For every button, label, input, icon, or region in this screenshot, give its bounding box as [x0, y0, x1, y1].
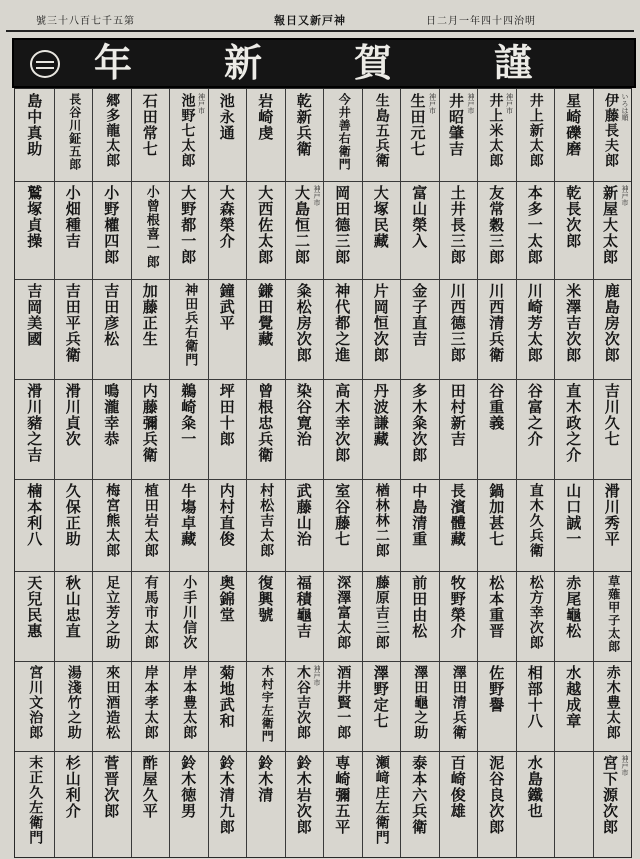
greeting-entry [169, 181, 208, 279]
entry-name: 大島恒二郎 [293, 185, 311, 265]
greeting-entry [208, 279, 247, 379]
greeting-entry [439, 751, 478, 857]
greeting-entry [285, 479, 324, 571]
greeting-entry [15, 571, 54, 661]
greeting-entry [516, 479, 555, 571]
greeting-entry [477, 661, 516, 751]
entry-name: 内村直俊 [217, 483, 236, 547]
greeting-entry [54, 571, 93, 661]
greeting-entry [554, 279, 593, 379]
entry-name: 石田常七 [140, 93, 159, 157]
entry-name: 鵜崎粂一 [179, 383, 198, 447]
greeting-entry [169, 479, 208, 571]
greeting-entry [15, 89, 54, 181]
entry-name: 宮川文治郎 [27, 665, 44, 740]
entry-address: 神戸市 [313, 665, 321, 686]
entry-name: 粂松房次郎 [294, 283, 313, 363]
greeting-entry [477, 571, 516, 661]
entry-name: 赤木豊太郎 [604, 665, 621, 740]
greeting-entry [131, 89, 170, 181]
greeting-entry [54, 661, 93, 751]
greeting-entry [477, 279, 516, 379]
greetings-grid [14, 88, 632, 858]
entry-name: 金子直吉 [410, 283, 429, 347]
entry-name: 相部十八 [525, 665, 544, 729]
greeting-entry [54, 279, 93, 379]
entry-name: 島中真助 [25, 93, 44, 157]
banner-char: 新 [224, 40, 263, 85]
entry-name: 土井長三郎 [448, 185, 467, 265]
greeting-entry [439, 89, 478, 181]
greeting-entry [208, 751, 247, 857]
entry-name: 赤尾龜松 [564, 575, 583, 639]
greeting-entry [15, 751, 54, 857]
greeting-entry [554, 661, 593, 751]
entry-name: 鎌田覺藏 [256, 283, 275, 347]
entry-name: 山口誠一 [564, 483, 583, 547]
entry-name: 松方幸次郎 [527, 575, 544, 650]
entry-name: 乾長次郎 [564, 185, 583, 249]
entry-name: 直木政之介 [564, 383, 583, 463]
greeting-entry [131, 479, 170, 571]
greeting-entry [54, 479, 93, 571]
entry-name: 菊地武和 [217, 665, 236, 729]
entry-name: 菅晋次郎 [102, 755, 121, 819]
greeting-entry [477, 751, 516, 857]
entry-name: 村松吉太郎 [258, 483, 275, 558]
greeting-entry [362, 181, 401, 279]
entry-name: 鳴瀧幸恭 [102, 383, 121, 447]
greeting-entry [439, 181, 478, 279]
greeting-entry [92, 479, 131, 571]
greeting-entry [362, 89, 401, 181]
entry-name: 内藤彌兵衛 [140, 383, 159, 463]
entry-name: 中島清重 [410, 483, 429, 547]
greeting-entry [92, 751, 131, 857]
greeting-entry [400, 279, 439, 379]
greeting-entry [477, 379, 516, 479]
entry-name: 松本重晋 [487, 575, 506, 639]
greeting-entry [246, 379, 285, 479]
greeting-entry [246, 479, 285, 571]
greeting-entry [131, 661, 170, 751]
entry-name: 吉川久七 [602, 383, 621, 447]
entry-name: 専崎彌五平 [333, 755, 352, 835]
greeting-entry [246, 279, 285, 379]
entry-name: 新屋大太郎 [601, 185, 619, 265]
entry-name: 來田酒造松 [104, 665, 121, 740]
entry-name: 今井善右衛門 [337, 93, 352, 171]
greeting-entry [131, 571, 170, 661]
greeting-entry [323, 379, 362, 479]
entry-name: 福積龜吉 [294, 575, 313, 639]
greeting-entry [554, 479, 593, 571]
entry-address: 神戸市 [313, 185, 321, 206]
banner-char: 謹 [494, 40, 533, 85]
greeting-entry [362, 479, 401, 571]
entry-name: 富山榮入 [410, 185, 429, 249]
entry-name: 小畑種吉 [63, 185, 82, 249]
greeting-entry [92, 571, 131, 661]
entry-name: 生島五兵衛 [373, 93, 390, 168]
greeting-entry [554, 89, 593, 181]
issue-number: 號三十八百七千五第 [36, 16, 135, 27]
entry-name: 牧野榮介 [448, 575, 467, 639]
greeting-entry [593, 379, 632, 479]
entry-name: 滑川豬之吉 [25, 383, 44, 463]
entry-address: 神戸市 [467, 93, 475, 114]
entry-name: 星崎礫磨 [564, 93, 583, 157]
greeting-entry [15, 661, 54, 751]
entry-name: 澤田清兵衛 [450, 665, 467, 740]
entry-name: 酒井賢一郎 [335, 665, 352, 740]
entry-name: 岸本豊太郎 [181, 665, 198, 740]
greeting-entry [362, 571, 401, 661]
entry-name: 井上米太郎 [487, 93, 504, 168]
entry-name: 小野權四郎 [102, 185, 121, 265]
entry-name: 友常穀三郎 [487, 185, 506, 265]
entry-name: 澤田龜之助 [412, 665, 429, 740]
greeting-entry [593, 571, 632, 661]
entry-name: 米澤吉次郎 [564, 283, 583, 363]
entry-name: 乾新兵衛 [294, 93, 313, 157]
entry-name: 楠本利八 [25, 483, 44, 547]
greeting-entry [285, 751, 324, 857]
entry-name: 坪田十郎 [217, 383, 236, 447]
entry-name: 鈴木徳男 [179, 755, 198, 819]
greeting-entry [400, 89, 439, 181]
entry-name: 草薙甲子太郎 [606, 575, 621, 653]
greeting-entry [439, 279, 478, 379]
newspaper-title: 報日又新戸神 [274, 14, 346, 27]
greeting-entry [516, 379, 555, 479]
greeting-entry [131, 379, 170, 479]
entry-name: 鈴木清九郎 [217, 755, 236, 835]
greeting-entry [246, 751, 285, 857]
greeting-entry [593, 279, 632, 379]
entry-name: 泰本六兵衛 [410, 755, 429, 835]
entry-name: 小手川信次 [181, 575, 198, 650]
greeting-entry [323, 479, 362, 571]
entry-name: 生田元七 [408, 93, 427, 157]
entry-name: 室谷藤七 [333, 483, 352, 547]
greeting-entry [362, 379, 401, 479]
entry-name: 井昭肇吉 [447, 93, 465, 157]
greeting-entry [362, 751, 401, 857]
entry-name: 宮下源次郎 [601, 755, 619, 835]
greeting-entry [208, 181, 247, 279]
greeting-entry [169, 661, 208, 751]
greeting-entry [516, 279, 555, 379]
greeting-entry [593, 751, 632, 857]
entry-name: 有馬市太郎 [142, 575, 159, 650]
greeting-entry [323, 89, 362, 181]
entry-address: 神戸市 [428, 93, 437, 114]
greeting-entry [400, 571, 439, 661]
entry-name: 天兒民惠 [25, 575, 44, 639]
greeting-entry [92, 661, 131, 751]
greeting-entry [54, 89, 93, 181]
banner-char: 賀 [354, 40, 393, 85]
entry-name: 長谷川鉦五郎 [67, 93, 82, 171]
entry-name: 染谷寛治 [294, 383, 313, 447]
entry-name: 梅宮熊太郎 [104, 483, 121, 558]
entry-name: 吉田彦松 [102, 283, 121, 347]
greeting-entry [477, 479, 516, 571]
entry-name: 大塚民藏 [371, 185, 390, 249]
greeting-entry [554, 379, 593, 479]
greeting-entry [246, 89, 285, 181]
entry-address: 神戸市 [621, 185, 629, 206]
entry-name: 岸本孝太郎 [142, 665, 159, 740]
entry-name: 泥谷良次郎 [487, 755, 506, 835]
entry-name: 滑川貞次 [63, 383, 82, 447]
entry-name: 楢林林二郎 [373, 483, 390, 558]
greeting-entry [92, 379, 131, 479]
entry-name: 瀬﨑庄左衛門 [373, 755, 390, 845]
entry-name: 杉山利介 [63, 755, 82, 819]
entry-name: 復興號 [256, 575, 275, 623]
greeting-entry [516, 661, 555, 751]
entry-name: 本多一太郎 [525, 185, 544, 265]
entry-address: 神戸市 [621, 755, 629, 776]
greeting-entry [208, 661, 247, 751]
new-year-banner [12, 38, 636, 88]
entry-name: 武藤山治 [294, 483, 313, 547]
entry-name: 加藤正生 [140, 283, 159, 347]
greeting-entry [439, 571, 478, 661]
entry-name: 川崎芳太郎 [525, 283, 544, 363]
entry-name: 鷲塚貞操 [25, 185, 44, 249]
greeting-entry [516, 571, 555, 661]
entry-address: 神戸市 [505, 93, 514, 114]
entry-name: 大森榮介 [217, 185, 236, 249]
entry-name: 水島鐵也 [525, 755, 544, 819]
greeting-entry [92, 279, 131, 379]
greeting-entry [593, 181, 632, 279]
entry-name: 足立芳之助 [104, 575, 121, 650]
entry-name: 長濱體藏 [448, 483, 467, 547]
greeting-entry [285, 571, 324, 661]
entry-name: 岡田德三郎 [333, 185, 352, 265]
entry-name: 滑川秀平 [602, 483, 621, 547]
greeting-entry [92, 181, 131, 279]
entry-name: 谷重義 [487, 383, 506, 431]
greeting-entry [208, 89, 247, 181]
greeting-entry [554, 571, 593, 661]
greeting-entry [516, 89, 555, 181]
greeting-entry [15, 479, 54, 571]
entry-name: 神田兵右衛門 [182, 283, 198, 367]
greeting-entry [400, 661, 439, 751]
greeting-entry [477, 181, 516, 279]
greeting-entry [54, 379, 93, 479]
entry-name: 田村新吉 [448, 383, 467, 447]
entry-name: 谷富之介 [525, 383, 544, 447]
entry-name: 大西佐太郎 [256, 185, 275, 265]
greeting-entry [15, 279, 54, 379]
greeting-entry [131, 279, 170, 379]
masthead-strip [6, 8, 634, 32]
greeting-entry [169, 279, 208, 379]
greeting-entry [477, 89, 516, 181]
greeting-entry [323, 279, 362, 379]
entry-name: 川西德三郎 [448, 283, 467, 363]
greeting-entry [54, 181, 93, 279]
entry-name: 片岡恒次郎 [371, 283, 390, 363]
greeting-entry [323, 751, 362, 857]
greeting-entry [285, 379, 324, 479]
entry-name: 酢屋久平 [140, 755, 159, 819]
greeting-entry [362, 661, 401, 751]
entry-name: 前田由松 [410, 575, 429, 639]
greeting-entry [516, 751, 555, 857]
greeting-entry [131, 181, 170, 279]
greeting-entry [285, 279, 324, 379]
greeting-entry [54, 751, 93, 857]
greeting-entry [400, 479, 439, 571]
greeting-entry [169, 89, 208, 181]
greeting-entry [400, 379, 439, 479]
greeting-entry [323, 571, 362, 661]
entry-name: 秋山忠直 [63, 575, 82, 639]
entry-address: 神戸市 [197, 93, 206, 114]
entry-name: 曾根忠兵衛 [256, 383, 275, 463]
entry-name: 井上新太郎 [527, 93, 544, 168]
banner-char: 年 [94, 40, 133, 85]
greeting-entry [516, 181, 555, 279]
entry-name: 久保正助 [63, 483, 82, 547]
greeting-entry [323, 181, 362, 279]
greeting-entry [439, 661, 478, 751]
entry-name: 百崎俊雄 [448, 755, 467, 819]
entry-name: 牛塲卓藏 [179, 483, 198, 547]
entry-name: 藤原吉三郎 [373, 575, 390, 650]
greeting-entry [169, 379, 208, 479]
greeting-entry [439, 379, 478, 479]
greeting-entry [169, 571, 208, 661]
entry-name: 直木久兵衛 [527, 483, 544, 558]
greeting-entry [285, 181, 324, 279]
greeting-entry [285, 661, 324, 751]
entry-name: 末正久左衛門 [27, 755, 44, 845]
entry-name: 吉田平兵衛 [63, 283, 82, 363]
greeting-entry [15, 379, 54, 479]
entry-name: 植田岩太郎 [142, 483, 159, 558]
entry-name: 高木幸次郎 [333, 383, 352, 463]
entry-name: 鐘武平 [217, 283, 236, 331]
greeting-entry [246, 661, 285, 751]
greeting-entry [362, 279, 401, 379]
greeting-entry [439, 479, 478, 571]
entry-name: 水越成章 [564, 665, 583, 729]
entry-name: 鹿島房次郎 [602, 283, 621, 363]
entry-name: 川西清兵衛 [487, 283, 506, 363]
greeting-entry [246, 571, 285, 661]
entry-name: 吉岡美國 [25, 283, 44, 347]
entry-name: 木村宇左衛門 [260, 665, 275, 743]
greeting-entry [169, 751, 208, 857]
entry-name: 木谷吉次郎 [295, 665, 311, 740]
entry-name: 伊藤長夫郎 [603, 93, 619, 168]
entry-name: 岩崎虔 [256, 93, 275, 141]
entry-name: 丹波謙藏 [371, 383, 390, 447]
greeting-entry [593, 89, 632, 181]
greeting-entry [323, 661, 362, 751]
entry-name: 池野七太郎 [179, 93, 196, 168]
emblem-icon [30, 50, 60, 78]
issue-date: 日二月一年四十四治明 [426, 16, 536, 27]
entry-name: 深澤富太郎 [335, 575, 352, 650]
entry-name: 鈴木清 [256, 755, 275, 803]
entry-name: 多木粂次郎 [410, 383, 429, 463]
entry-name: 澤野定七 [371, 665, 390, 729]
greeting-entry [208, 479, 247, 571]
greeting-entry [400, 181, 439, 279]
greeting-entry [208, 571, 247, 661]
entry-name: 鈴木岩次郎 [294, 755, 313, 835]
entry-name: 神代都之進 [333, 283, 352, 363]
greeting-entry [208, 379, 247, 479]
greeting-entry [593, 479, 632, 571]
greeting-entry [15, 181, 54, 279]
greeting-entry [400, 751, 439, 857]
greeting-entry [285, 89, 324, 181]
entry-name: 小曾根喜一郎 [143, 185, 159, 269]
entry-name: 郷多龍太郎 [104, 93, 121, 168]
greeting-entry [92, 89, 131, 181]
greeting-entry [246, 181, 285, 279]
greeting-entry [593, 661, 632, 751]
greeting-entry [554, 181, 593, 279]
entry-name: 湯淺竹之助 [65, 665, 82, 740]
greeting-entry [131, 751, 170, 857]
entry-name: 鍋加甚七 [487, 483, 506, 547]
entry-name: 大野都一郎 [179, 185, 198, 265]
entry-name: 池永通 [217, 93, 236, 141]
entry-address: いろは順 [621, 93, 629, 121]
entry-name: 佐野譽 [487, 665, 506, 713]
entry-name: 奥錦堂 [217, 575, 236, 623]
